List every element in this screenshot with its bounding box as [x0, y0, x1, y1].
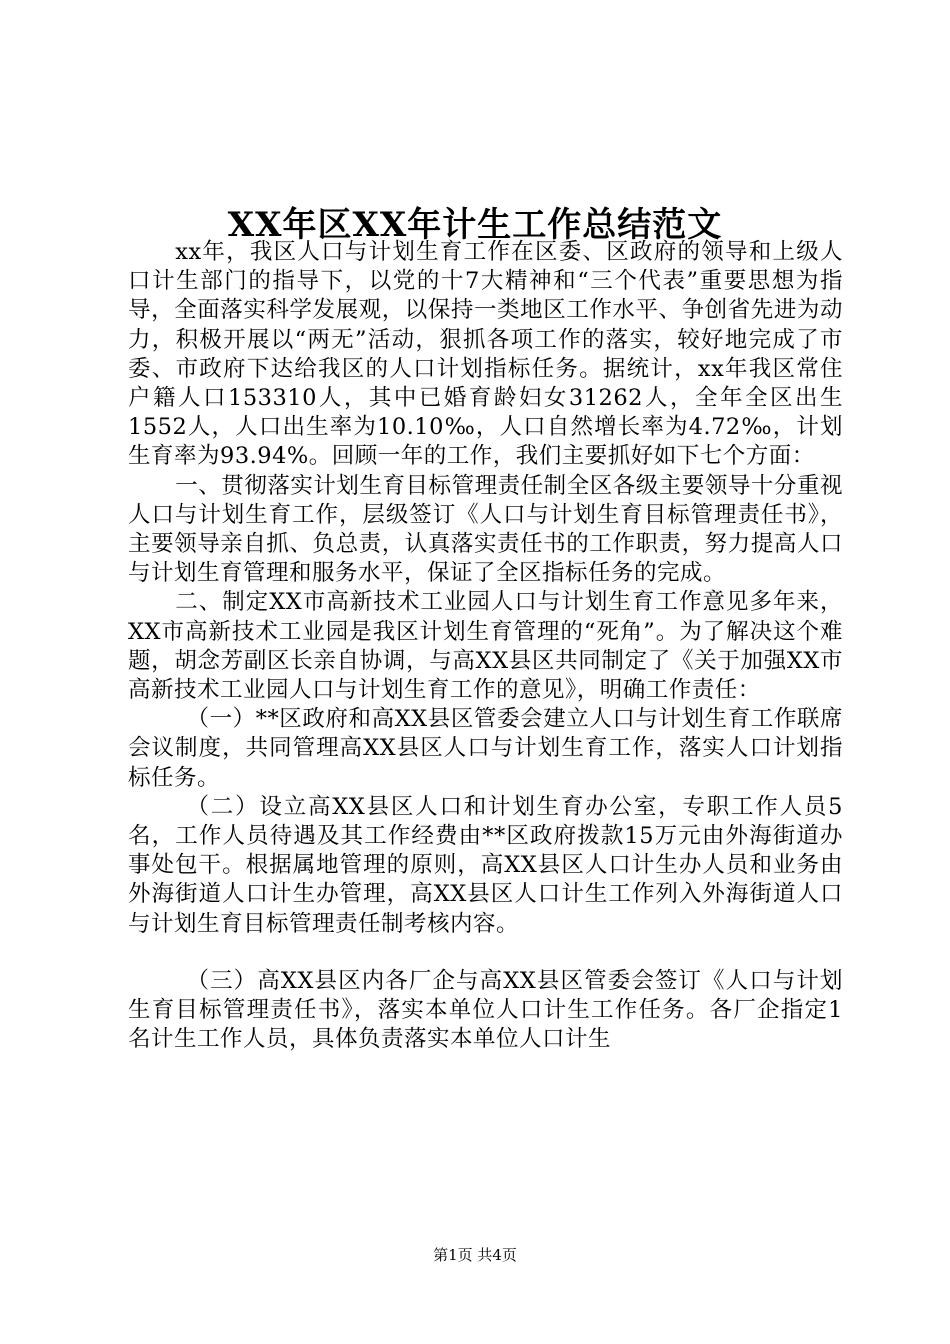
- paragraph-item-1: （一）**区政府和高XX县区管委会建立人口与计划生育工作联席会议制度，共同管理高XX县区人口与计划生育工作，落实人口计划指标任务。: [128, 706, 843, 791]
- page-indicator: 第1页 共4页: [433, 1246, 517, 1264]
- page-footer: [0, 1245, 950, 1265]
- document-title: XX年区XX年计生工作总结范文: [227, 204, 723, 245]
- paragraph-section-1: 一、贯彻落实计划生育目标管理责任制全区各级主要领导十分重视人口与计划生育工作，层级签订《人口与计划生育目标管理责任书》，主要领导亲自抓、负总责，认真落实责任书的工作职责，努力提高人口与计划生育管理和服务水平，保证了全区指标任务的完成。: [128, 472, 843, 587]
- document-body: [128, 238, 843, 1054]
- paragraph-item-2: （二）设立高XX县区人口和计划生育办公室，专职工作人员5名，工作人员待遇及其工作经费由**区政府拨款15万元由外海街道办事处包干。根据属地管理的原则，高XX县区人口计生办人员和业务由外海街道人口计生办管理，高XX县区人口计生工作列入外海街道人口与计划生育目标管理责任制考核内容。: [128, 793, 843, 937]
- paragraph-section-2: 二、制定XX市高新技术工业园人口与计划生育工作意见多年来，XX市高新技术工业园是我区计划生育管理的“死角”。为了解决这个难题，胡念芳副区长亲自协调，与高XX县区共同制定了《关于加强XX市高新技术工业园人口与计划生育工作的意见》，明确工作责任：: [128, 589, 843, 704]
- paragraph-item-3: （三）高XX县区内各厂企与高XX县区管委会签订《人口与计划生育目标管理责任书》，落实本单位人口计生工作任务。各厂企指定1名计生工作人员，具体负责落实本单位人口计生: [128, 967, 843, 1053]
- paragraph-intro: xx年，我区人口与计划生育工作在区委、区政府的领导和上级人口计生部门的指导下，以党的十7大精神和“三个代表”重要思想为指导，全面落实科学发展观，以保持一类地区工作水平、争创省先进为动力，积极开展以“两无”活动，狠抓各项工作的落实，较好地完成了市委、市政府下达给我区的人口计划指标任务。据统计，xx年我区常住户籍人口153310人，其中已婚育龄妇女31262人，全年全区出生1552人，人口出生率为10.10‰，人口自然增长率为4.72‰，计划生育率为93.94%。回顾一年的工作，我们主要抓好如下七个方面：: [128, 239, 843, 470]
